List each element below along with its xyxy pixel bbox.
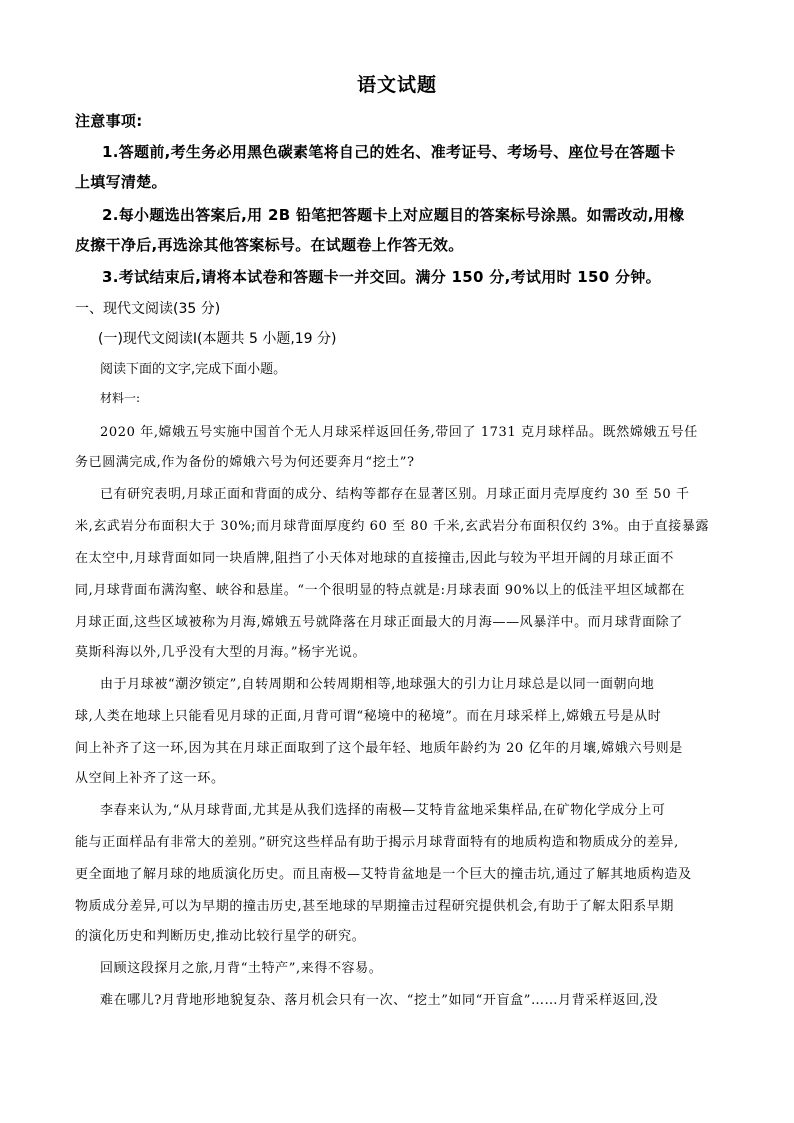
paragraph-line: 物质成分差异,可以为早期的撞击历史,甚至地球的早期撞击过程研究提供机会,有助于了解太阳系早期 (75, 899, 674, 914)
page-title: 语文试题 (356, 74, 437, 96)
paragraph-line: 从空间上补齐了这一环。 (75, 771, 225, 786)
material-label: 材料一: (100, 391, 141, 405)
paragraph-line: 同,月球背面布满沟壑、峡谷和悬崖。“一个很明显的特点就是:月球表面 90%以上的低洼平坦区域都在 (75, 583, 685, 598)
paragraph-line: 莫斯科海以外,几乎没有大型的月海。”杨宇光说。 (75, 645, 367, 660)
section-heading: 一、现代文阅读(35 分) (75, 301, 221, 317)
notice-item-1-line-1: 1.答题前,考生务必用黑色碳素笔将自己的姓名、准考证号、考场号、座位号在答题卡 (102, 143, 676, 161)
paragraph-line: 间上补齐了这一环,因为其在月球正面取到了这个最年轻、地质年龄约为 20 亿年的月壤,嫦娥六号则是 (75, 741, 683, 756)
section-subheading: (一)现代文阅读Ⅰ(本题共 5 小题,19 分) (98, 331, 337, 347)
paragraph-line: 能与正面样品有非常大的差别。”研究这些样品有助于揭示月球背面特有的地质构造和物质成分的差异, (75, 835, 679, 850)
paragraph-line: 球,人类在地球上只能看见月球的正面,月背可谓“秘境中的秘境”。而在月球采样上,嫦娥五号是从时 (75, 709, 662, 724)
paragraph-line: 务已圆满完成,作为备份的嫦娥六号为何还要奔月“挖土”? (75, 455, 415, 470)
paragraph-line: 2020 年,嫦娥五号实施中国首个无人月球采样返回任务,带回了 1731 克月球样品。既然嫦娥五号任 (100, 425, 698, 440)
paragraph-line: 李春来认为,“从月球背面,尤其是从我们选择的南极—艾特肯盆地采集样品,在矿物化学成分上可 (100, 803, 666, 818)
notice-item-1-line-2: 上填写清楚。 (75, 173, 167, 191)
paragraph-line: 难在哪儿?月背地形地貌复杂、落月机会只有一次、“挖土”如同“开盲盒”……月背采样返回,没 (100, 993, 659, 1008)
paragraph-line: 已有研究表明,月球正面和背面的成分、结构等都存在显著区别。月球正面月壳厚度约 30 至 50 千 (100, 487, 690, 502)
paragraph-line: 在太空中,月球背面如同一块盾牌,阻挡了小天体对地球的直接撞击,因此与较为平坦开阔的月球正面不 (75, 551, 674, 566)
paragraph-line: 回顾这段探月之旅,月背“土特产”,来得不容易。 (100, 961, 383, 976)
paragraph-line: 更全面地了解月球的地质演化历史。而且南极—艾特肯盆地是一个巨大的撞击坑,通过了解其地质构造及 (75, 867, 692, 882)
paragraph-line: 月球正面,这些区域被称为月海,嫦娥五号就降落在月球正面最大的月海——风暴洋中。而月球背面除了 (75, 615, 683, 630)
notice-item-3: 3.考试结束后,请将本试卷和答题卡一并交回。满分 150 分,考试用时 150 分钟。 (102, 268, 661, 286)
reading-instruction: 阅读下面的文字,完成下面小题。 (100, 362, 287, 377)
paragraph-line: 的演化历史和判断历史,推动比较行星学的研究。 (75, 929, 366, 944)
paragraph-line: 由于月球被“潮汐锁定”,自转周期和公转周期相等,地球强大的引力让月球总是以同一面朝向地 (100, 677, 655, 692)
paragraph-line: 米,玄武岩分布面积大于 30%;而月球背面厚度约 60 至 80 千米,玄武岩分布面积仅约 3%。由于直接暴露 (75, 519, 710, 534)
notice-item-2-line-1: 2.每小题选出答案后,用 2B 铅笔把答题卡上对应题目的答案标号涂黑。如需改动,用橡 (102, 206, 685, 224)
notice-heading: 注意事项: (75, 112, 143, 130)
notice-item-2-line-2: 皮擦干净后,再选涂其他答案标号。在试题卷上作答无效。 (75, 236, 464, 254)
